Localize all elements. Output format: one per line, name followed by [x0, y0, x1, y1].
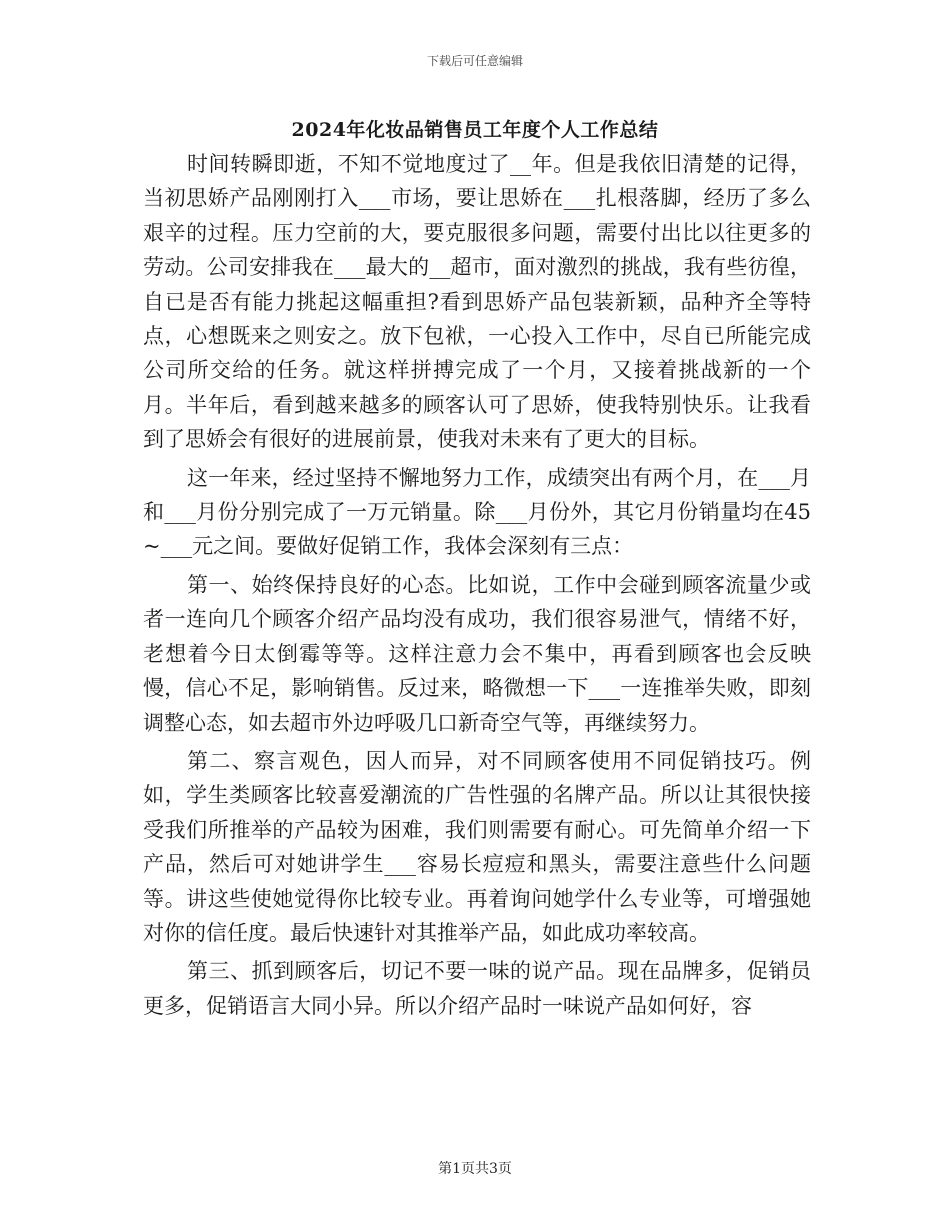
paragraph-point-one: 第一、始终保持良好的心态。比如说，工作中会碰到顾客流量少或者一连向几个顾客介绍产品均没有成功，我们很容易泄气，情绪不好，老想着今日太倒霉等等。这样注意力会不集中，再看到顾客也会反映慢，信心不足，影响销售。反过来，略微想一下___一连推举失败，即刻调整心态，如去超市外边呼吸几口新奇空气等，再继续努力。: [143, 572, 811, 735]
paragraph-results: 这一年来，经过坚持不懈地努力工作，成绩突出有两个月，在___月和___月份分别完成了一万元销量。除___月份外，其它月份销量均在45~___元之间。要做好促销工作，我体会深刻有三点：: [143, 465, 811, 559]
paragraph-point-three: 第三、抓到顾客后，切记不要一味的说产品。现在品牌多，促销员更多，促销语言大同小异。所以介绍产品时一味说产品如何好，容: [143, 959, 811, 1018]
document-body: [143, 147, 811, 1027]
paragraph-point-two: 第二、察言观色，因人而异，对不同顾客使用不同促销技巧。例如，学生类顾客比较喜爱潮流的广告性强的名牌产品。所以让其很快接受我们所推举的产品较为困难，我们则需要有耐心。可先简单介绍一下产品，然后可对她讲学生___容易长痘痘和黑头，需要注意些什么问题等。讲这些使她觉得你比较专业。再着询问她学什么专业等，可增强她对你的信任度。最后快速针对其推举产品，如此成功率较高。: [143, 748, 811, 945]
document-title: 2024年化妆品销售员工年度个人工作总结: [291, 119, 659, 141]
page-number-footer: 第1页共3页: [438, 1161, 512, 1177]
paragraph-intro: 时间转瞬即逝，不知不觉地度过了__年。但是我依旧清楚的记得，当初思娇产品刚刚打入___市场，要让思娇在___扎根落脚，经历了多么艰辛的过程。压力空前的大，要克服很多问题，需要付出比以往更多的劳动。公司安排我在___最大的__超市，面对激烈的挑战，我有些彷徨，自已是否有能力挑起这幅重担?看到思娇产品包装新颖，品种齐全等特点，心想既来之则安之。放下包袱，一心投入工作中，尽自已所能完成公司所交给的任务。就这样拼搏完成了一个月，又接着挑战新的一个月。半年后，看到越来越多的顾客认可了思娇，使我特别快乐。让我看到了思娇会有很好的进展前景，使我对未来有了更大的目标。: [143, 152, 811, 452]
page-header-note: 下载后可任意编辑: [426, 54, 523, 68]
